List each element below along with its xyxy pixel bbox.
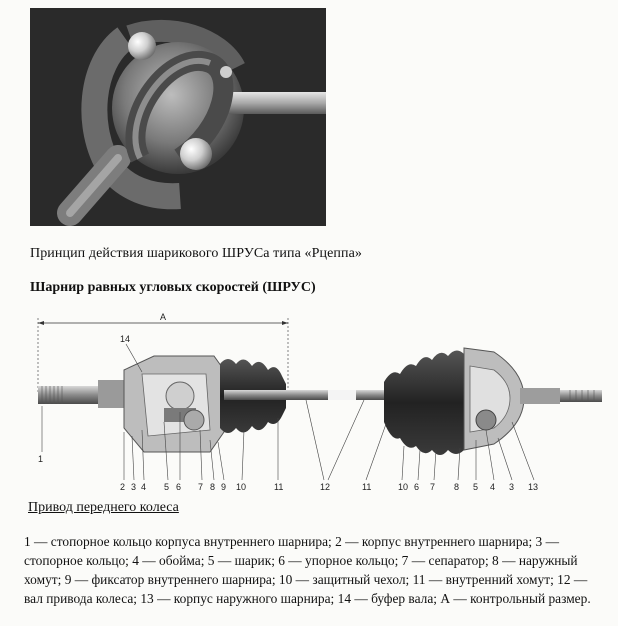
legend-text: 1 — стопорное кольцо корпуса внутреннего шарнира; 2 — корпус внутреннего шарнира; 3 — стопорное кольцо; 4 — обойма; 5 — шарик; 6 — упорное кольцо; 7 — сепаратор; 8 — наружный хомут; 9 — фиксатор внутреннего шарнира; 10 — защитный чехол; 11 — внутренний хомут; 12 — вал привода колеса; 13 — корпус наружного шарнира; 14 — буфер вала; А — контрольный размер. [24,534,591,606]
callout-1: 1 [38,454,44,464]
callout-3: 3 [131,482,137,492]
callout-8: 8 [210,482,216,492]
callout-2: 2 [120,482,126,492]
callout-11: 11 [274,482,284,492]
callout-10: 10 [236,482,247,492]
callout-8-right: 8 [454,482,460,492]
section-title: Шарнир равных угловых скоростей (ШРУС) [30,280,316,295]
callout-7: 7 [198,482,204,492]
callout-5-right: 5 [473,482,479,492]
callout-12: 12 [320,482,331,492]
callout-6: 6 [176,482,182,492]
callout-6-right: 6 [414,482,420,492]
callout-7-right: 7 [430,482,436,492]
dimension-label: A [160,312,167,322]
rzeppa-joint-photo [30,8,326,226]
callout-4-right: 4 [490,482,496,492]
diagram-subcaption: Привод переднего колеса [28,500,179,515]
callout-3-right: 3 [509,482,515,492]
callout-5: 5 [164,482,170,492]
callout-4: 4 [141,482,147,492]
callout-10-right: 10 [398,482,409,492]
drive-shaft-diagram [24,312,608,500]
callout-13: 13 [528,482,539,492]
callout-11-right: 11 [362,482,372,492]
parts-legend [24,532,604,608]
figure-caption: Принцип действия шарикового ШРУСа типа «Рцеппа» [30,246,362,261]
callout-9: 9 [221,482,227,492]
callout-14: 14 [120,334,131,344]
